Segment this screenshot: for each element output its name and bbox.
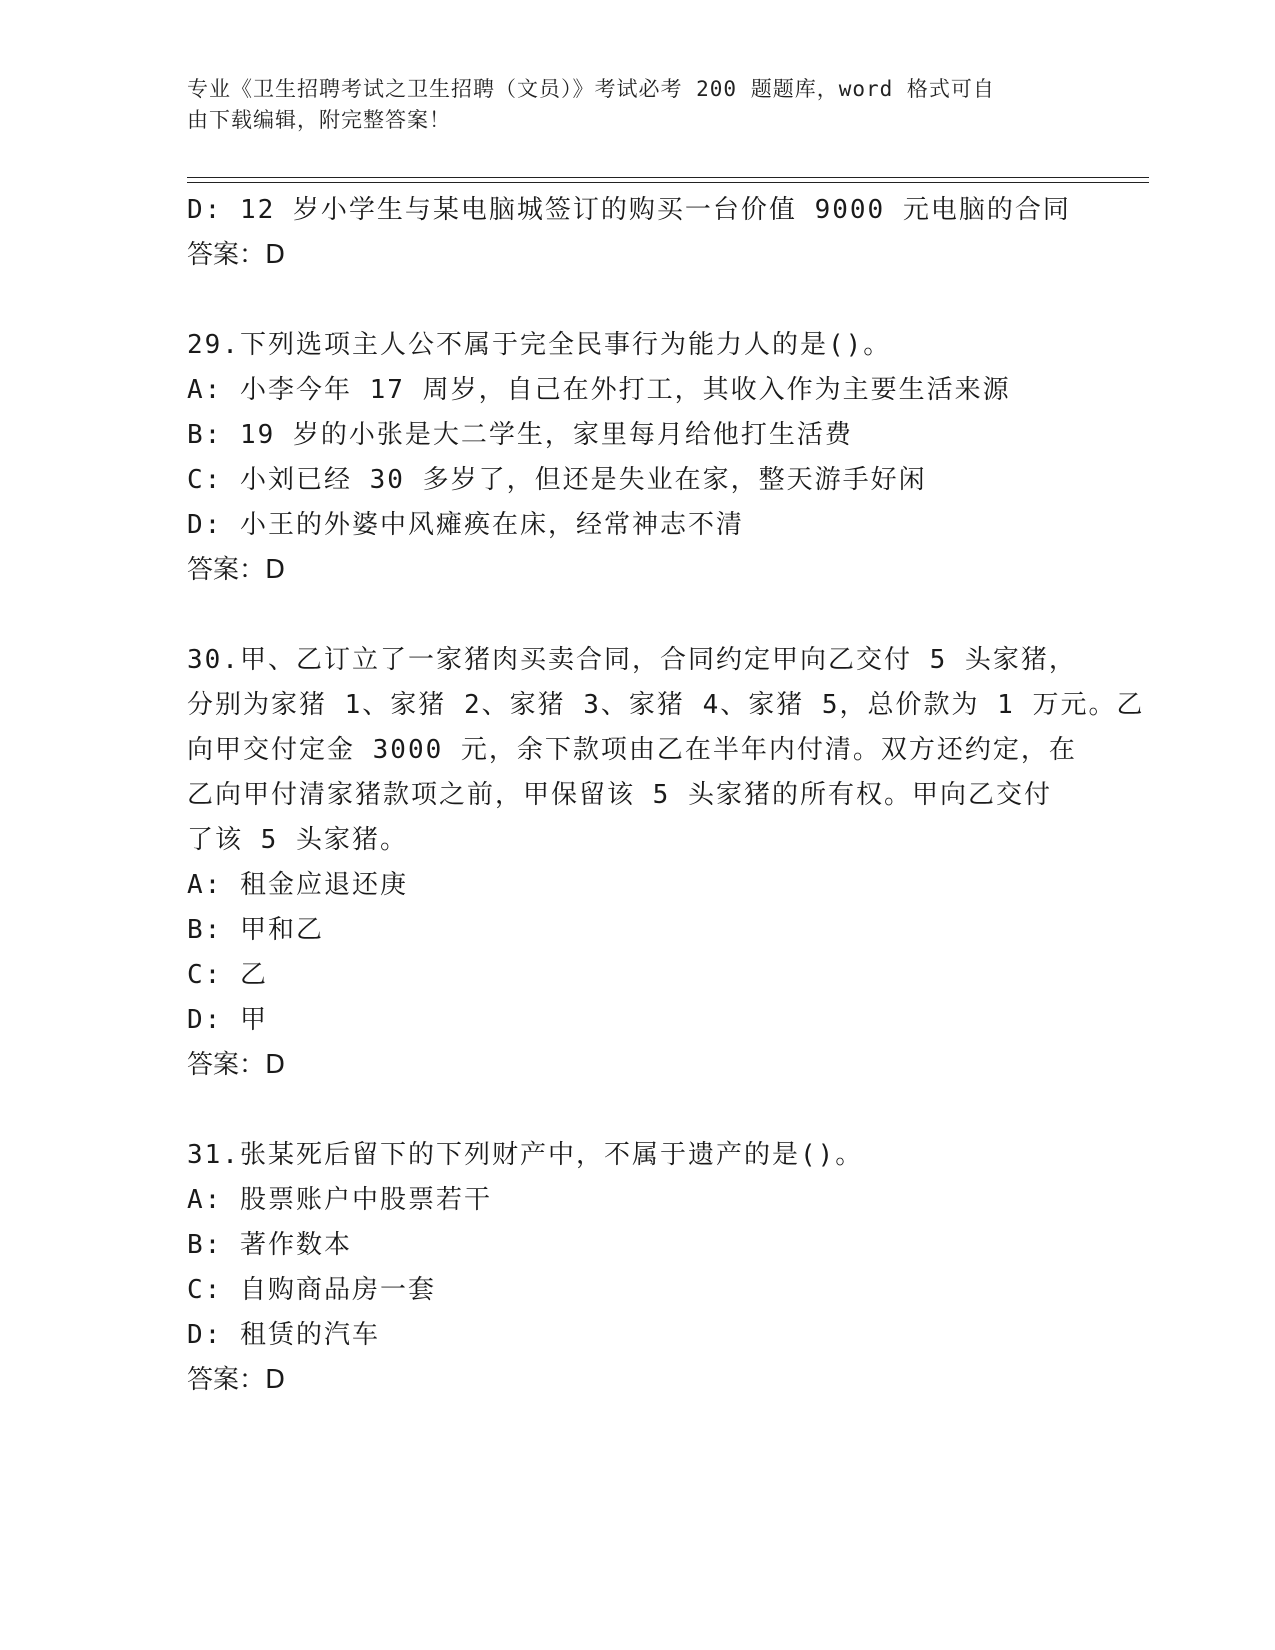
prev-option-d: D: 12 岁小学生与某电脑城签订的购买一台价值 9000 元电脑的合同 xyxy=(187,195,1071,225)
q31-answer: 答案：D xyxy=(187,1365,286,1395)
q29-option-a: A: 小李今年 17 周岁，自己在外打工，其收入作为主要生活来源 xyxy=(187,375,1011,405)
header-divider-bottom xyxy=(187,182,1149,183)
q31-option-a: A: 股票账户中股票若干 xyxy=(187,1185,492,1215)
q30-stem-line-5: 了该 5 头家猪。 xyxy=(187,825,408,855)
q31-option-b: B: 著作数本 xyxy=(187,1230,352,1260)
q29-option-b: B: 19 岁的小张是大二学生，家里每月给他打生活费 xyxy=(187,420,853,450)
q30-option-b: B: 甲和乙 xyxy=(187,915,324,945)
spacer xyxy=(187,1088,1087,1133)
q29-option-c: C: 小刘已经 30 多岁了，但还是失业在家，整天游手好闲 xyxy=(187,465,927,495)
q30-stem-line-3: 向甲交付定金 3000 元，余下款项由乙在半年内付清。双方还约定，在 xyxy=(187,735,1077,765)
q29-answer: 答案：D xyxy=(187,555,286,585)
header-line-1: 专业《卫生招聘考试之卫生招聘（文员）》考试必考 200 题题库，word 格式可自 xyxy=(187,77,995,101)
q30-option-d: D: 甲 xyxy=(187,1005,268,1035)
q30-option-c: C: 乙 xyxy=(187,960,268,990)
spacer xyxy=(187,278,1087,323)
spacer xyxy=(187,593,1087,638)
q31-option-c: C: 自购商品房一套 xyxy=(187,1275,436,1305)
header-line-2: 由下载编辑，附完整答案！ xyxy=(187,108,451,132)
q30-answer: 答案：D xyxy=(187,1050,286,1080)
q31-option-d: D: 租赁的汽车 xyxy=(187,1320,380,1350)
q29-option-d: D: 小王的外婆中风瘫痪在床，经常神志不清 xyxy=(187,510,744,540)
prev-answer: 答案：D xyxy=(187,240,286,270)
q30-stem-line-2: 分别为家猪 1、家猪 2、家猪 3、家猪 4、家猪 5，总价款为 1 万元。乙 xyxy=(187,690,1145,720)
q31-stem: 31.张某死后留下的下列财产中，不属于遗产的是()。 xyxy=(187,1140,864,1170)
q30-stem-line-4: 乙向甲付清家猪款项之前，甲保留该 5 头家猪的所有权。甲向乙交付 xyxy=(187,780,1052,810)
q30-option-a: A: 租金应退还庚 xyxy=(187,870,408,900)
header-divider-top xyxy=(187,177,1149,178)
document-header xyxy=(187,74,1067,136)
question-list xyxy=(187,188,1145,1403)
q30-stem-line-1: 30.甲、乙订立了一家猪肉买卖合同，合同约定甲向乙交付 5 头家猪， xyxy=(187,645,1077,675)
q29-stem: 29.下列选项主人公不属于完全民事行为能力人的是()。 xyxy=(187,330,892,360)
